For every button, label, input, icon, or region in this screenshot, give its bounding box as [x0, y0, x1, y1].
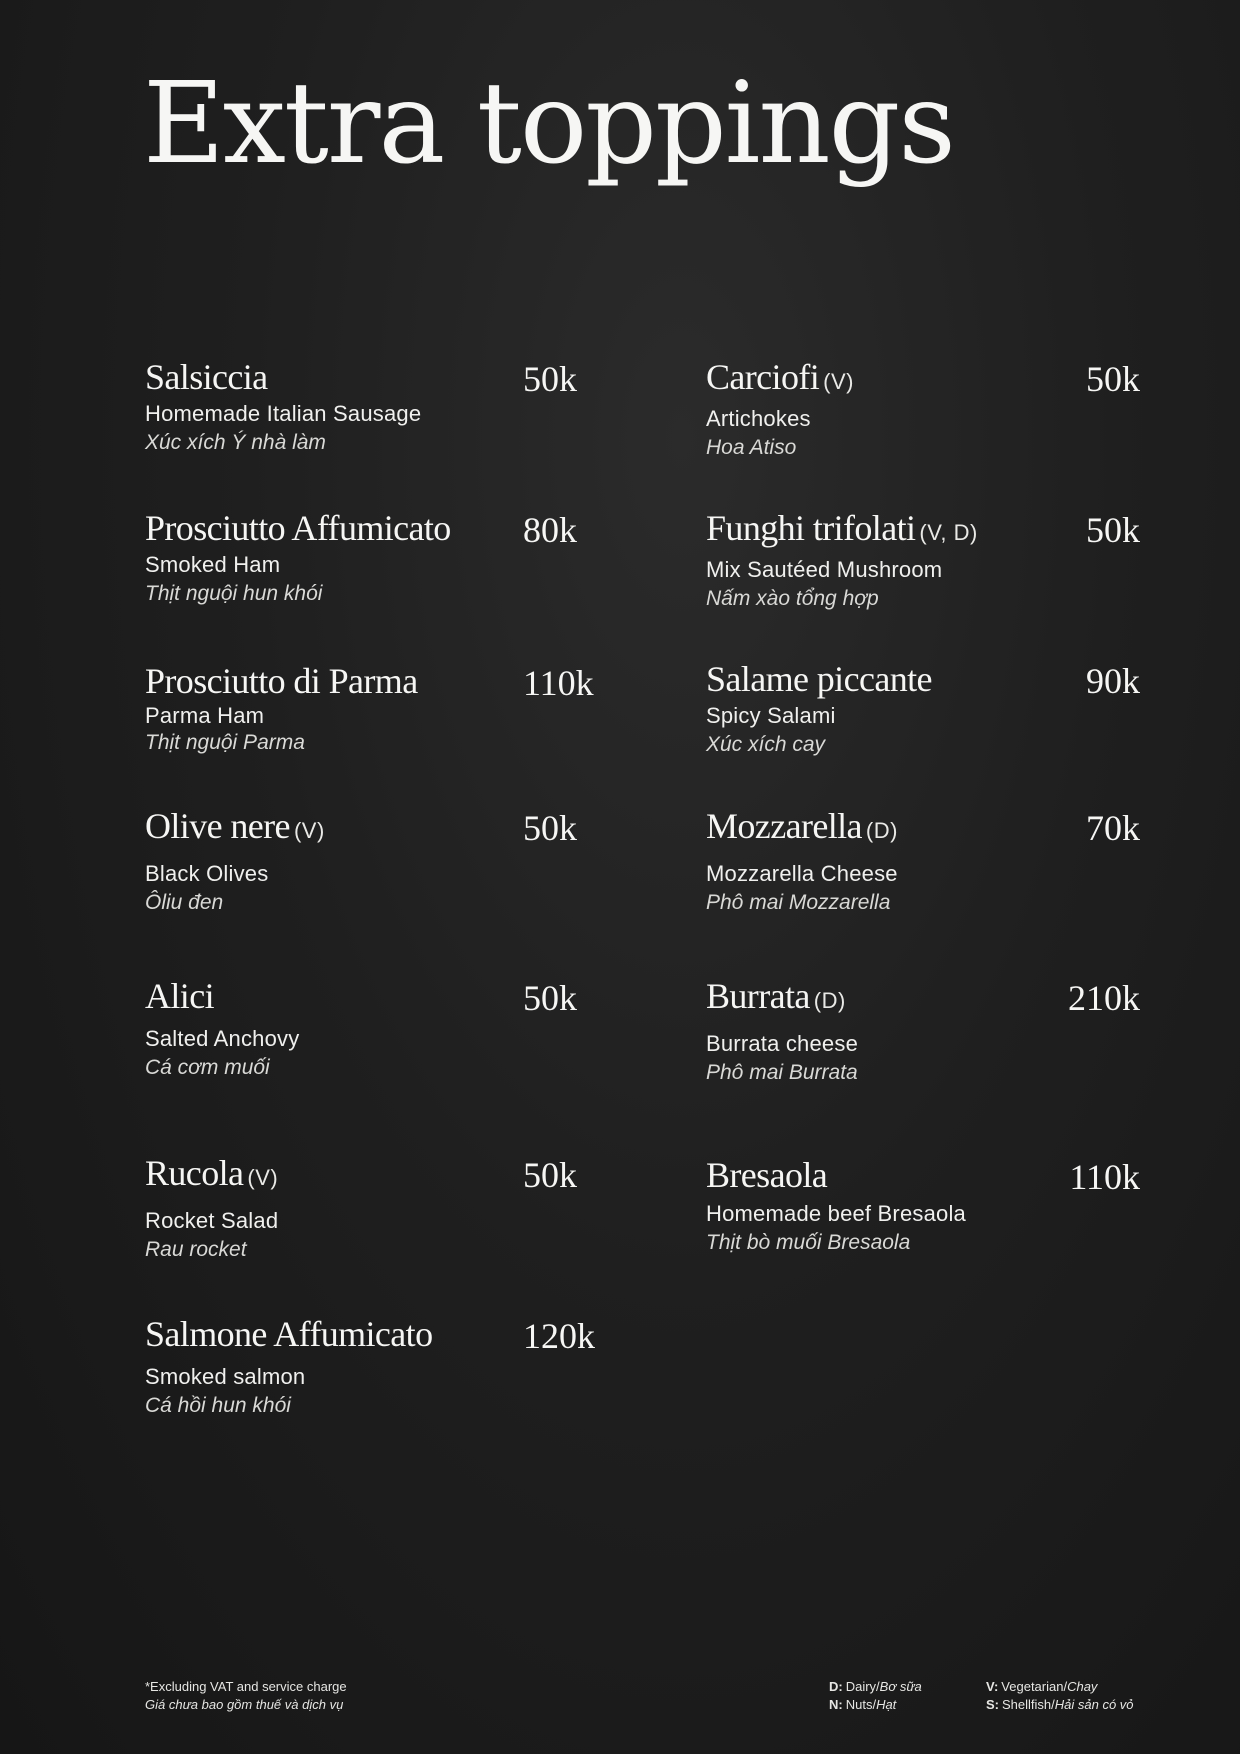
- item-price: 90k: [1086, 661, 1140, 701]
- item-english: Rocket Salad: [145, 1208, 279, 1233]
- item-diet-tag: (D): [813, 988, 846, 1013]
- item-name: Prosciutto Affumicato: [145, 508, 451, 548]
- item-price: 50k: [523, 359, 577, 399]
- item-name: Salsiccia: [145, 357, 268, 397]
- menu-item-rucola: [145, 1153, 585, 1264]
- item-name: Salame piccante: [706, 659, 932, 699]
- allergen-legend-right: [986, 1678, 1134, 1714]
- item-vietnamese: Thịt bò muối Bresaola: [706, 1231, 911, 1254]
- menu-item-salame-piccante: [706, 659, 1146, 759]
- legend-nuts: N: Nuts/Hạt: [829, 1697, 897, 1712]
- item-name: Prosciutto di Parma: [145, 661, 418, 701]
- item-diet-tag: (V): [247, 1165, 279, 1190]
- item-name: Salmone Affumicato: [145, 1314, 433, 1354]
- item-diet-tag: (D): [865, 818, 898, 843]
- menu-item-mozzarella: [706, 806, 1146, 917]
- item-english: Homemade beef Bresaola: [706, 1201, 966, 1226]
- menu-item-carciofi: [706, 357, 1146, 462]
- item-vietnamese: Thịt nguội hun khói: [145, 582, 323, 605]
- item-vietnamese: Thịt nguội Parma: [145, 731, 305, 754]
- item-name: Mozzarella (D): [706, 806, 898, 846]
- item-name: Alici: [145, 976, 214, 1016]
- legend-dairy: D: Dairy/Bơ sữa: [829, 1679, 922, 1694]
- item-price: 210k: [1068, 978, 1140, 1018]
- item-price: 50k: [523, 808, 577, 848]
- item-price: 50k: [523, 978, 577, 1018]
- item-english: Homemade Italian Sausage: [145, 401, 422, 426]
- item-english: Salted Anchovy: [145, 1026, 300, 1051]
- item-diet-tag: (V): [823, 369, 854, 394]
- item-diet-tag: (V, D): [919, 520, 978, 545]
- item-name: Rucola (V): [145, 1153, 279, 1193]
- item-name: Burrata (D): [706, 976, 846, 1016]
- item-price: 50k: [523, 1155, 577, 1195]
- menu-item-prosciutto-di-parma: [145, 661, 594, 757]
- item-name: Funghi trifolati (V, D): [706, 508, 978, 548]
- item-name: Olive nere (V): [145, 806, 325, 846]
- allergen-legend-left: [829, 1678, 922, 1714]
- item-vietnamese: Phô mai Burrata: [706, 1061, 858, 1084]
- item-price: 80k: [523, 510, 577, 550]
- item-price: 110k: [1069, 1157, 1140, 1197]
- item-english: Smoked Ham: [145, 552, 281, 577]
- tax-note-vietnamese: Giá chưa bao gồm thuế và dịch vụ: [145, 1697, 344, 1712]
- menu-item-salsiccia: [145, 357, 585, 457]
- item-name: Bresaola: [706, 1155, 828, 1195]
- menu-item-funghi-trifolati: [706, 508, 1146, 613]
- menu-item-alici: [145, 976, 585, 1082]
- item-english: Mix Sautéed Mushroom: [706, 557, 943, 582]
- item-vietnamese: Cá hồi hun khói: [145, 1394, 291, 1417]
- menu-item-olive-nere: [145, 806, 585, 917]
- item-price: 120k: [523, 1316, 595, 1356]
- legend-vegetarian: V: Vegetarian/Chay: [986, 1679, 1098, 1694]
- tax-note: [145, 1678, 347, 1714]
- menu-item-salmone-affumicato: [145, 1314, 595, 1420]
- item-vietnamese: Cá cơm muối: [145, 1056, 270, 1079]
- item-diet-tag: (V): [293, 818, 325, 843]
- item-name: Carciofi (V): [706, 357, 854, 397]
- item-vietnamese: Rau rocket: [145, 1238, 247, 1261]
- item-english: Spicy Salami: [706, 703, 836, 728]
- tax-note-english: *Excluding VAT and service charge: [145, 1679, 347, 1694]
- item-vietnamese: Nấm xào tổng hợp: [706, 587, 879, 610]
- item-price: 110k: [523, 663, 594, 703]
- item-vietnamese: Ôliu đen: [145, 891, 224, 914]
- item-english: Black Olives: [145, 861, 269, 886]
- menu-item-bresaola: [706, 1155, 1146, 1257]
- item-english: Burrata cheese: [706, 1031, 858, 1056]
- menu-item-burrata: [706, 976, 1146, 1087]
- item-vietnamese: Hoa Atiso: [706, 436, 797, 459]
- item-vietnamese: Xúc xích cay: [706, 733, 826, 756]
- item-price: 50k: [1086, 359, 1140, 399]
- item-vietnamese: Xúc xích Ý nhà làm: [145, 431, 326, 454]
- item-english: Smoked salmon: [145, 1364, 306, 1389]
- item-vietnamese: Phô mai Mozzarella: [706, 891, 891, 914]
- item-price: 70k: [1086, 808, 1140, 848]
- page-title: Extra toppings: [143, 59, 954, 189]
- item-english: Mozzarella Cheese: [706, 861, 898, 886]
- legend-shellfish: S: Shellfish/Hải sản có vỏ: [986, 1697, 1134, 1712]
- menu-item-prosciutto-affumicato: [145, 508, 585, 608]
- item-english: Artichokes: [706, 406, 811, 431]
- item-english: Parma Ham: [145, 703, 265, 728]
- item-price: 50k: [1086, 510, 1140, 550]
